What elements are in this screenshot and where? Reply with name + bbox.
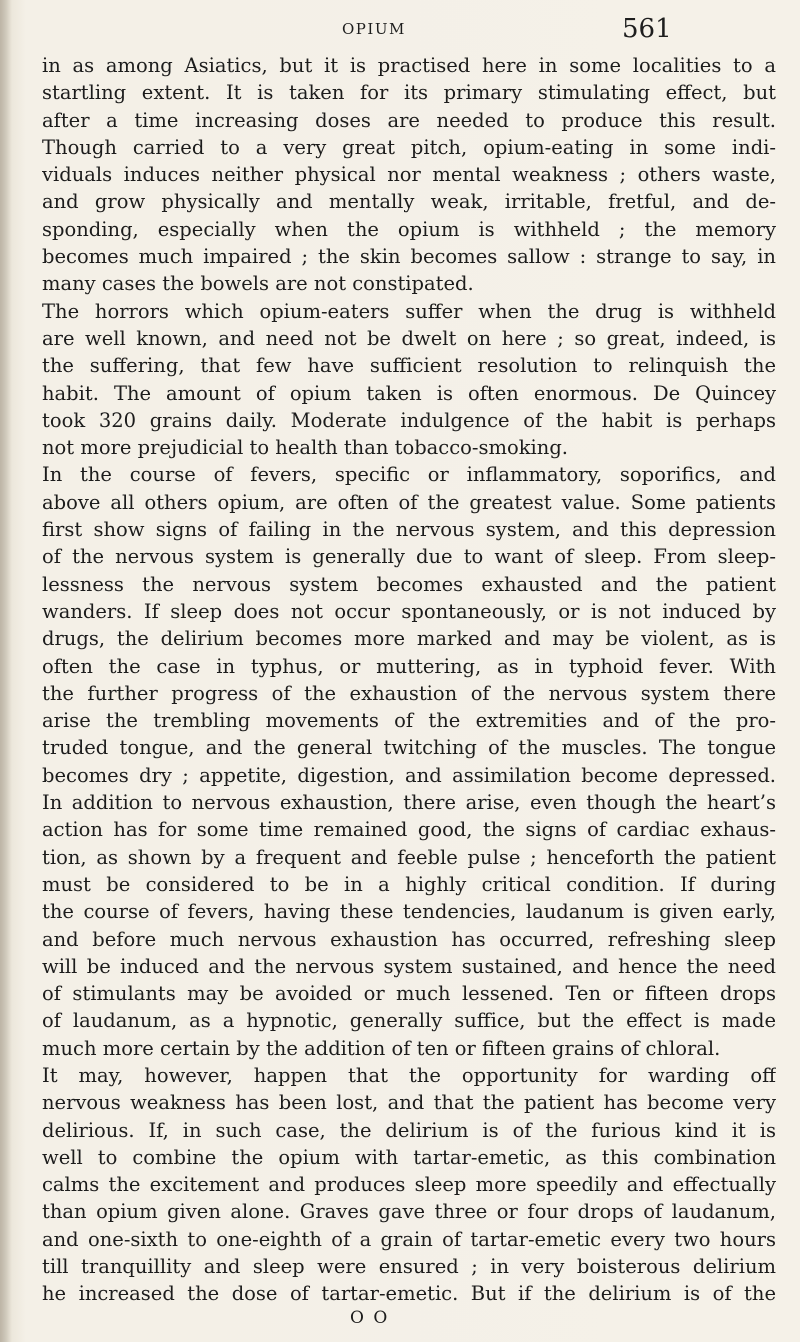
text-line: after a time increasing doses are needed to produce this result.	[42, 108, 776, 132]
text-line: calms the excitement and produces sleep more speedily and effectually	[42, 1173, 776, 1197]
text-line: will be induced and the nervous system sustained, and hence the need	[42, 954, 776, 978]
text-line: much more certain by the addition of ten or fifteen grains of chloral.	[42, 1036, 721, 1060]
text-line: above all others opium, are often of the greatest value. Some patients	[42, 490, 776, 514]
body-text	[42, 52, 776, 1308]
text-line: many cases the bowels are not constipated.	[42, 272, 474, 296]
text-line: not more prejudicial to health than tobacco-smoking.	[42, 436, 569, 460]
text-line: the further progress of the exhaustion of the nervous system there	[42, 681, 776, 705]
text-line: It may, however, happen that the opportunity for warding off	[42, 1063, 776, 1087]
text-line: sponding, especially when the opium is withheld ; the memory	[42, 217, 776, 241]
text-line: wanders. If sleep does not occur spontaneously, or is not induced by	[42, 599, 776, 623]
signature-mark: O O	[350, 1308, 390, 1328]
text-line: the suffering, that few have sufficient resolution to relinquish the	[42, 354, 776, 378]
text-line: he increased the dose of tartar-emetic. But if the delirium is of the	[42, 1282, 776, 1306]
text-line: action has for some time remained good, the signs of cardiac exhaus-	[42, 818, 776, 842]
text-line: delirious. If, in such case, the delirium is of the furious kind it is	[42, 1118, 776, 1142]
text-line: lessness the nervous system becomes exhausted and the patient	[42, 572, 776, 596]
running-head: OPIUM	[342, 20, 406, 38]
text-line: than opium given alone. Graves gave three or four drops of laudanum,	[42, 1200, 776, 1224]
text-line: must be considered to be in a highly critical condition. If during	[42, 872, 776, 896]
text-line: In the course of fevers, specific or inflammatory, soporifics, and	[42, 463, 776, 487]
text-line: In addition to nervous exhaustion, there arise, even though the heart’s	[42, 791, 776, 815]
text-line: are well known, and need not be dwelt on here ; so great, indeed, is	[42, 326, 776, 350]
text-line: Though carried to a very great pitch, opium-eating in some indi-	[42, 135, 776, 159]
binding-gutter-shadow	[0, 0, 12, 1342]
text-line: took 320 grains daily. Moderate indulgence of the habit is perhaps	[42, 408, 776, 432]
text-line: and grow physically and mentally weak, irritable, fretful, and de-	[42, 190, 776, 214]
text-line: truded tongue, and the general twitching of the muscles. The tongue	[42, 736, 776, 760]
text-line: habit. The amount of opium taken is often enormous. De Quincey	[42, 381, 776, 405]
text-line: tion, as shown by a frequent and feeble pulse ; henceforth the patient	[42, 845, 776, 869]
text-line: first show signs of failing in the nervous system, and this depression	[42, 518, 776, 542]
page-header	[0, 14, 800, 50]
text-line: startling extent. It is taken for its primary stimulating effect, but	[42, 81, 776, 105]
text-line: becomes dry ; appetite, digestion, and assimilation become depressed.	[42, 763, 776, 787]
text-line: The horrors which opium-eaters suffer when the drug is withheld	[42, 299, 776, 323]
text-line: of laudanum, as a hypnotic, generally suffice, but the effect is made	[42, 1009, 776, 1033]
text-line: of the nervous system is generally due to want of sleep. From sleep-	[42, 545, 776, 569]
text-line: the course of fevers, having these tendencies, laudanum is given early,	[42, 900, 776, 924]
text-line: and before much nervous exhaustion has occurred, refreshing sleep	[42, 927, 776, 951]
text-line: till tranquillity and sleep were ensured ; in very boisterous delirium	[42, 1255, 776, 1279]
text-line: well to combine the opium with tartar-emetic, as this combination	[42, 1145, 776, 1169]
page-number: 561	[622, 14, 672, 44]
text-line: viduals induces neither physical nor mental weakness ; others waste,	[42, 163, 776, 187]
text-line: becomes much impaired ; the skin becomes sallow : strange to say, in	[42, 245, 776, 269]
text-line: arise the trembling movements of the extremities and of the pro-	[42, 709, 776, 733]
text-line: drugs, the delirium becomes more marked and may be violent, as is	[42, 627, 776, 651]
text-line: in as among Asiatics, but it is practised here in some localities to a	[42, 54, 776, 77]
text-line: often the case in typhus, or muttering, as in typhoid fever. With	[42, 654, 776, 678]
text-line: and one-sixth to one-eighth of a grain of tartar-emetic every two hours	[42, 1227, 776, 1251]
text-line: nervous weakness has been lost, and that the patient has become very	[42, 1091, 776, 1115]
text-line: of stimulants may be avoided or much lessened. Ten or fifteen drops	[42, 982, 776, 1006]
